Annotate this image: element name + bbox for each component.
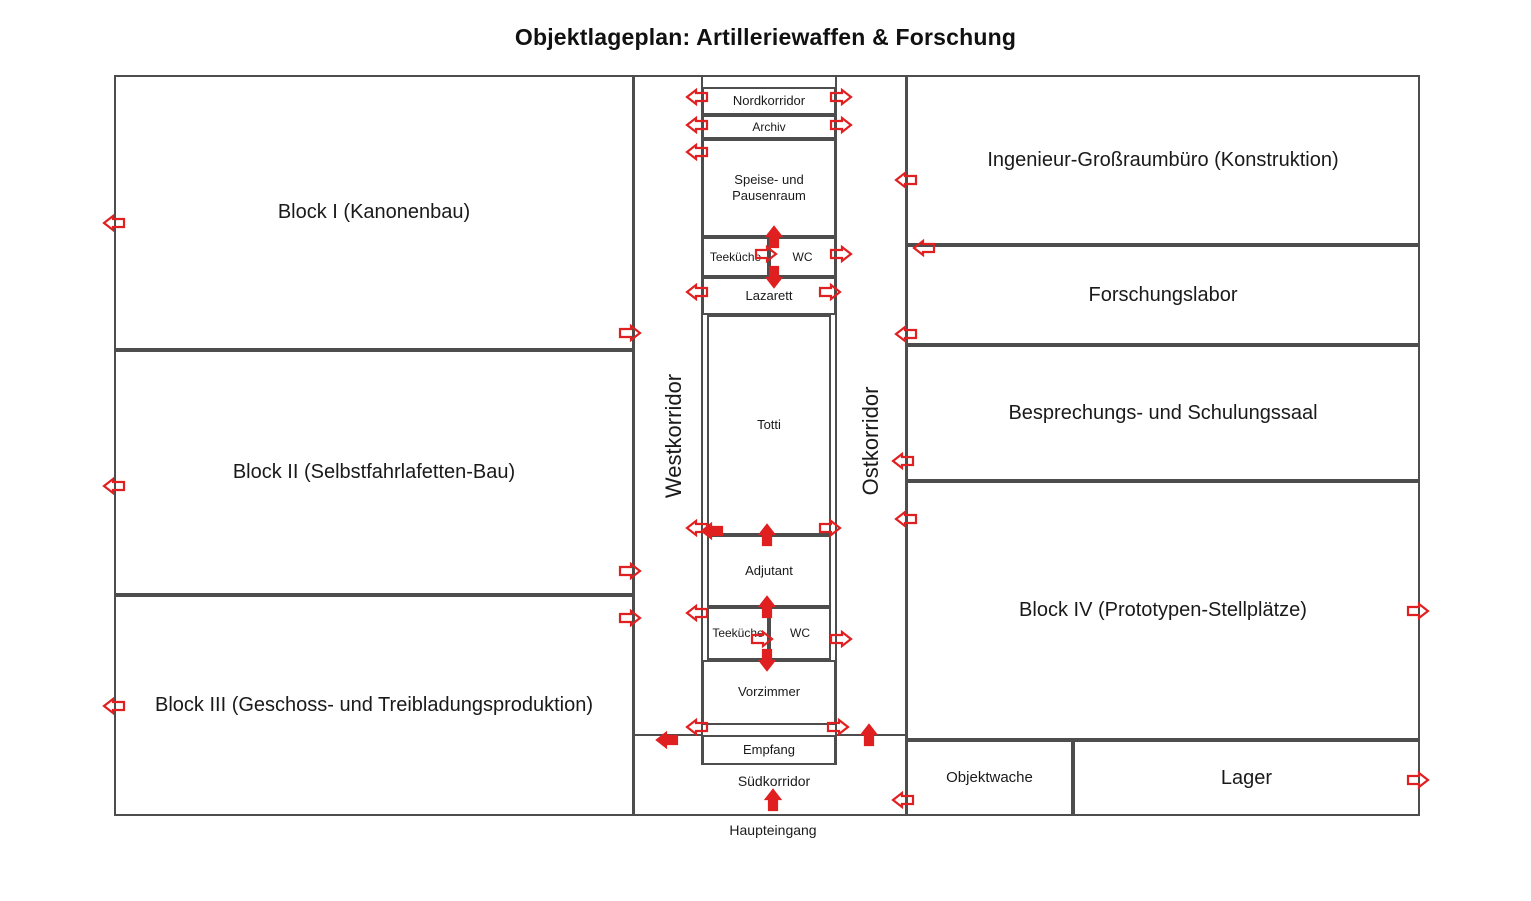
room-label: Teeküche bbox=[709, 249, 762, 264]
room-label: WC bbox=[792, 249, 813, 264]
entrance-label: Haupteingang bbox=[729, 822, 817, 838]
corridor-label-east: Ostkorridor bbox=[858, 386, 883, 496]
door-marker-d-lager-east bbox=[1407, 772, 1429, 788]
room-speiseraum[interactable] bbox=[702, 139, 836, 237]
room-label: Totti bbox=[757, 416, 781, 432]
door-marker-d-nord-left bbox=[686, 89, 708, 105]
room-lager[interactable] bbox=[1073, 740, 1420, 816]
room-objektwache[interactable] bbox=[906, 740, 1073, 816]
room-nordkorridor_room[interactable] bbox=[702, 87, 836, 115]
door-marker-d-adjutant-up bbox=[756, 527, 778, 543]
room-besprechungssaal[interactable] bbox=[906, 345, 1420, 481]
door-marker-d-ost-wache bbox=[892, 792, 914, 808]
door-marker-d-ost-labor2 bbox=[895, 326, 917, 342]
room-label: Empfang bbox=[742, 741, 796, 757]
room-block1[interactable] bbox=[114, 75, 634, 350]
door-marker-d-empfang-up bbox=[858, 727, 880, 743]
door-marker-d-wc-n-right bbox=[830, 246, 852, 262]
door-marker-d-ost-block4 bbox=[895, 511, 917, 527]
door-marker-d-ost-besprechung bbox=[892, 453, 914, 469]
door-marker-d-speise-left bbox=[686, 144, 708, 160]
room-ingenieurbuero[interactable] bbox=[906, 75, 1420, 245]
room-label: Forschungslabor bbox=[1088, 283, 1238, 306]
door-marker-d-corr-west-2 bbox=[619, 563, 641, 579]
door-marker-d-block4-east bbox=[1407, 603, 1429, 619]
door-marker-d-lazarett-right bbox=[819, 284, 841, 300]
door-marker-d-nord-right bbox=[830, 89, 852, 105]
corridor-label-west: Westkorridor bbox=[661, 373, 686, 499]
room-block4[interactable] bbox=[906, 481, 1420, 740]
door-marker-d-archiv-right bbox=[830, 117, 852, 133]
room-label: Speise- und Pausenraum bbox=[732, 171, 806, 203]
door-marker-d-wc-n-up bbox=[763, 229, 785, 245]
room-label: Block II (Selbstfahrlafetten-Bau) bbox=[232, 461, 516, 483]
door-marker-d-wc-n-down bbox=[763, 269, 785, 285]
room-block2[interactable] bbox=[114, 350, 634, 595]
room-label: Lager bbox=[1220, 766, 1273, 789]
door-marker-d-totti-left2 bbox=[701, 523, 723, 539]
door-marker-d-west-block1 bbox=[103, 215, 125, 231]
room-label: Nordkorridor bbox=[732, 92, 806, 108]
page-title: Objektlageplan: Artilleriewaffen & Forschung bbox=[514, 24, 1017, 50]
door-marker-d-west-block3 bbox=[103, 698, 125, 714]
door-marker-d-wc-s-down bbox=[756, 652, 778, 668]
room-label: Vorzimmer bbox=[737, 684, 801, 700]
room-archiv[interactable] bbox=[702, 115, 836, 139]
room-label: Teeküche bbox=[712, 626, 764, 640]
room-label: Ingenieur-Großraumbüro (Konstruktion) bbox=[987, 148, 1339, 171]
door-marker-d-corr-west-1 bbox=[619, 325, 641, 341]
room-label: WC bbox=[790, 626, 810, 640]
door-marker-d-wc-s-up bbox=[756, 599, 778, 615]
room-label: Adjutant bbox=[745, 562, 793, 578]
room-label: Block IV (Prototypen-Stellplätze) bbox=[1019, 599, 1307, 621]
door-marker-d-ost-ingbuero bbox=[895, 172, 917, 188]
corridor-label-south: Südkorridor bbox=[737, 773, 811, 789]
door-marker-d-archiv-left bbox=[686, 117, 708, 133]
door-marker-d-sued-left bbox=[656, 732, 678, 748]
door-marker-d-lazarett-left bbox=[686, 284, 708, 300]
door-marker-d-ost-labor bbox=[913, 240, 935, 256]
room-label: Objektwache bbox=[946, 768, 1033, 786]
door-marker-d-teekueche-s-right bbox=[751, 631, 773, 647]
door-marker-d-teekueche-s-left bbox=[686, 605, 708, 621]
room-block3[interactable] bbox=[114, 595, 634, 816]
door-marker-d-vorzimmer-right bbox=[827, 719, 849, 735]
door-marker-d-vorzimmer-left bbox=[686, 719, 708, 735]
door-marker-d-totti-right bbox=[819, 520, 841, 536]
room-empfang[interactable] bbox=[702, 735, 836, 765]
room-forschungslabor[interactable] bbox=[906, 245, 1420, 345]
room-label: Block I (Kanonenbau) bbox=[277, 201, 471, 223]
room-wc_sued[interactable] bbox=[769, 607, 831, 660]
room-label: Lazarett bbox=[745, 287, 793, 303]
room-totti[interactable] bbox=[707, 315, 831, 535]
door-marker-d-wc-s-right bbox=[830, 631, 852, 647]
room-label: Besprechungs- und Schulungssaal bbox=[1008, 401, 1318, 424]
door-marker-d-haupteingang bbox=[762, 792, 784, 808]
door-marker-d-teekueche-n-right bbox=[755, 246, 777, 262]
door-marker-d-west-block2 bbox=[103, 478, 125, 494]
door-marker-d-corr-west-3 bbox=[619, 610, 641, 626]
room-label: Block III (Geschoss- und Treibladungsproduktion) bbox=[155, 694, 593, 716]
room-label: Archiv bbox=[752, 119, 786, 134]
